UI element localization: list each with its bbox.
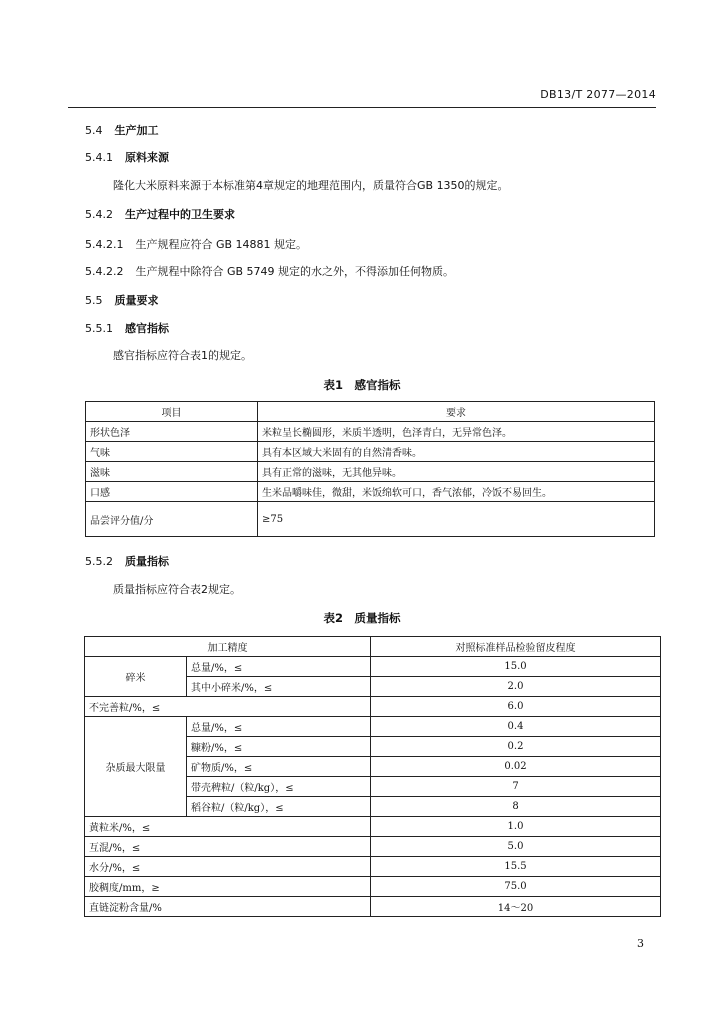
requirement-cell: 米粒呈长椭圆形，米质半透明，色泽青白，无异常色泽。 xyxy=(258,422,655,442)
item-cell: 水分/%，≤ xyxy=(85,857,371,877)
header-rule xyxy=(68,107,656,108)
section-5-5-2-heading xyxy=(85,553,169,569)
column-header: 要求 xyxy=(258,402,655,422)
value-cell: 15.5 xyxy=(371,857,661,877)
item-cell: 互混/%，≤ xyxy=(85,837,371,857)
value-cell: 15.0 xyxy=(371,657,661,677)
clause-5-4-2-2 xyxy=(85,263,454,279)
column-header: 加工精度 xyxy=(85,637,371,657)
table1-caption: 表1 感官指标 xyxy=(323,378,401,392)
table-row xyxy=(85,657,661,677)
section-number: 5.4 xyxy=(85,124,103,137)
clause-number: 5.4.2.1 xyxy=(85,238,124,251)
section-5-5-2-text: 质量指标应符合表2规定。 xyxy=(113,583,241,596)
value-cell: 8 xyxy=(371,797,661,817)
table-row xyxy=(86,422,655,442)
section-title: 原料来源 xyxy=(125,151,169,164)
requirement-cell: ≥75 xyxy=(258,502,655,537)
item-cell: 带壳稗粒/（粒/kg），≤ xyxy=(187,777,371,797)
column-header: 对照标准样品检验留皮程度 xyxy=(371,637,661,657)
item-cell: 滋味 xyxy=(86,462,258,482)
table-row xyxy=(86,502,655,537)
section-5-4-2-heading xyxy=(85,206,235,222)
section-title: 生产过程中的卫生要求 xyxy=(125,208,235,221)
table-row xyxy=(85,817,661,837)
section-5-5-heading xyxy=(85,292,159,308)
item-cell: 胶稠度/mm，≥ xyxy=(85,877,371,897)
value-cell: 1.0 xyxy=(371,817,661,837)
section-5-4-heading xyxy=(85,122,159,138)
item-cell: 形状色泽 xyxy=(86,422,258,442)
clause-text: 生产规程中除符合 GB 5749 规定的水之外，不得添加任何物质。 xyxy=(135,265,455,278)
page-number: 3 xyxy=(637,937,644,950)
item-cell: 稻谷粒/（粒/kg），≤ xyxy=(187,797,371,817)
table-row xyxy=(86,442,655,462)
section-number: 5.5.2 xyxy=(85,555,113,568)
section-5-4-1-text: 隆化大米原料来源于本标准第4章规定的地理范围内，质量符合GB 1350的规定。 xyxy=(113,179,509,192)
table-row xyxy=(85,837,661,857)
clause-5-4-2-1 xyxy=(85,236,307,252)
item-cell: 总量/%，≤ xyxy=(187,717,371,737)
table2-caption: 表2 质量指标 xyxy=(323,611,401,625)
table-row xyxy=(86,482,655,502)
section-title: 生产加工 xyxy=(114,124,159,137)
value-cell: 7 xyxy=(371,777,661,797)
clause-text: 生产规程应符合 GB 14881 规定。 xyxy=(135,238,308,251)
table-row xyxy=(85,697,661,717)
group-cell: 碎米 xyxy=(85,657,187,697)
item-cell: 口感 xyxy=(86,482,258,502)
item-cell: 黄粒米/%，≤ xyxy=(85,817,371,837)
value-cell: 0.02 xyxy=(371,757,661,777)
table-row xyxy=(85,877,661,897)
item-cell: 气味 xyxy=(86,442,258,462)
table-row xyxy=(85,897,661,917)
value-cell: 2.0 xyxy=(371,677,661,697)
document-code: DB13/T 2077—2014 xyxy=(540,88,656,101)
column-header: 项目 xyxy=(86,402,258,422)
section-number: 5.4.2 xyxy=(85,208,113,221)
value-cell: 5.0 xyxy=(371,837,661,857)
item-cell: 直链淀粉含量/% xyxy=(85,897,371,917)
section-number: 5.5 xyxy=(85,294,103,307)
item-cell: 品尝评分值/分 xyxy=(86,502,258,537)
sensory-table xyxy=(85,401,655,537)
section-title: 质量要求 xyxy=(114,294,159,307)
value-cell: 6.0 xyxy=(371,697,661,717)
value-cell: 14～20 xyxy=(371,897,661,917)
requirement-cell: 生米品嚼味佳，微甜，米饭绵软可口，香气浓郁，冷饭不易回生。 xyxy=(258,482,655,502)
section-number: 5.4.1 xyxy=(85,151,113,164)
section-title: 感官指标 xyxy=(125,322,169,335)
value-cell: 0.4 xyxy=(371,717,661,737)
section-5-4-1-heading xyxy=(85,149,169,165)
section-5-5-1-text: 感官指标应符合表1的规定。 xyxy=(113,349,252,362)
table-header-row xyxy=(86,402,655,422)
table-row xyxy=(85,857,661,877)
quality-table xyxy=(84,636,661,917)
section-5-5-1-heading xyxy=(85,320,169,336)
section-number: 5.5.1 xyxy=(85,322,113,335)
item-cell: 总量/%，≤ xyxy=(187,657,371,677)
clause-number: 5.4.2.2 xyxy=(85,265,124,278)
value-cell: 0.2 xyxy=(371,737,661,757)
table-row xyxy=(85,717,661,737)
requirement-cell: 具有本区域大米固有的自然清香味。 xyxy=(258,442,655,462)
table-header-row xyxy=(85,637,661,657)
item-cell: 其中小碎米/%，≤ xyxy=(187,677,371,697)
item-cell: 不完善粒/%，≤ xyxy=(85,697,371,717)
group-cell: 杂质最大限量 xyxy=(85,717,187,817)
item-cell: 糠粉/%，≤ xyxy=(187,737,371,757)
value-cell: 75.0 xyxy=(371,877,661,897)
table-row xyxy=(86,462,655,482)
requirement-cell: 具有正常的滋味，无其他异味。 xyxy=(258,462,655,482)
item-cell: 矿物质/%，≤ xyxy=(187,757,371,777)
section-title: 质量指标 xyxy=(125,555,169,568)
